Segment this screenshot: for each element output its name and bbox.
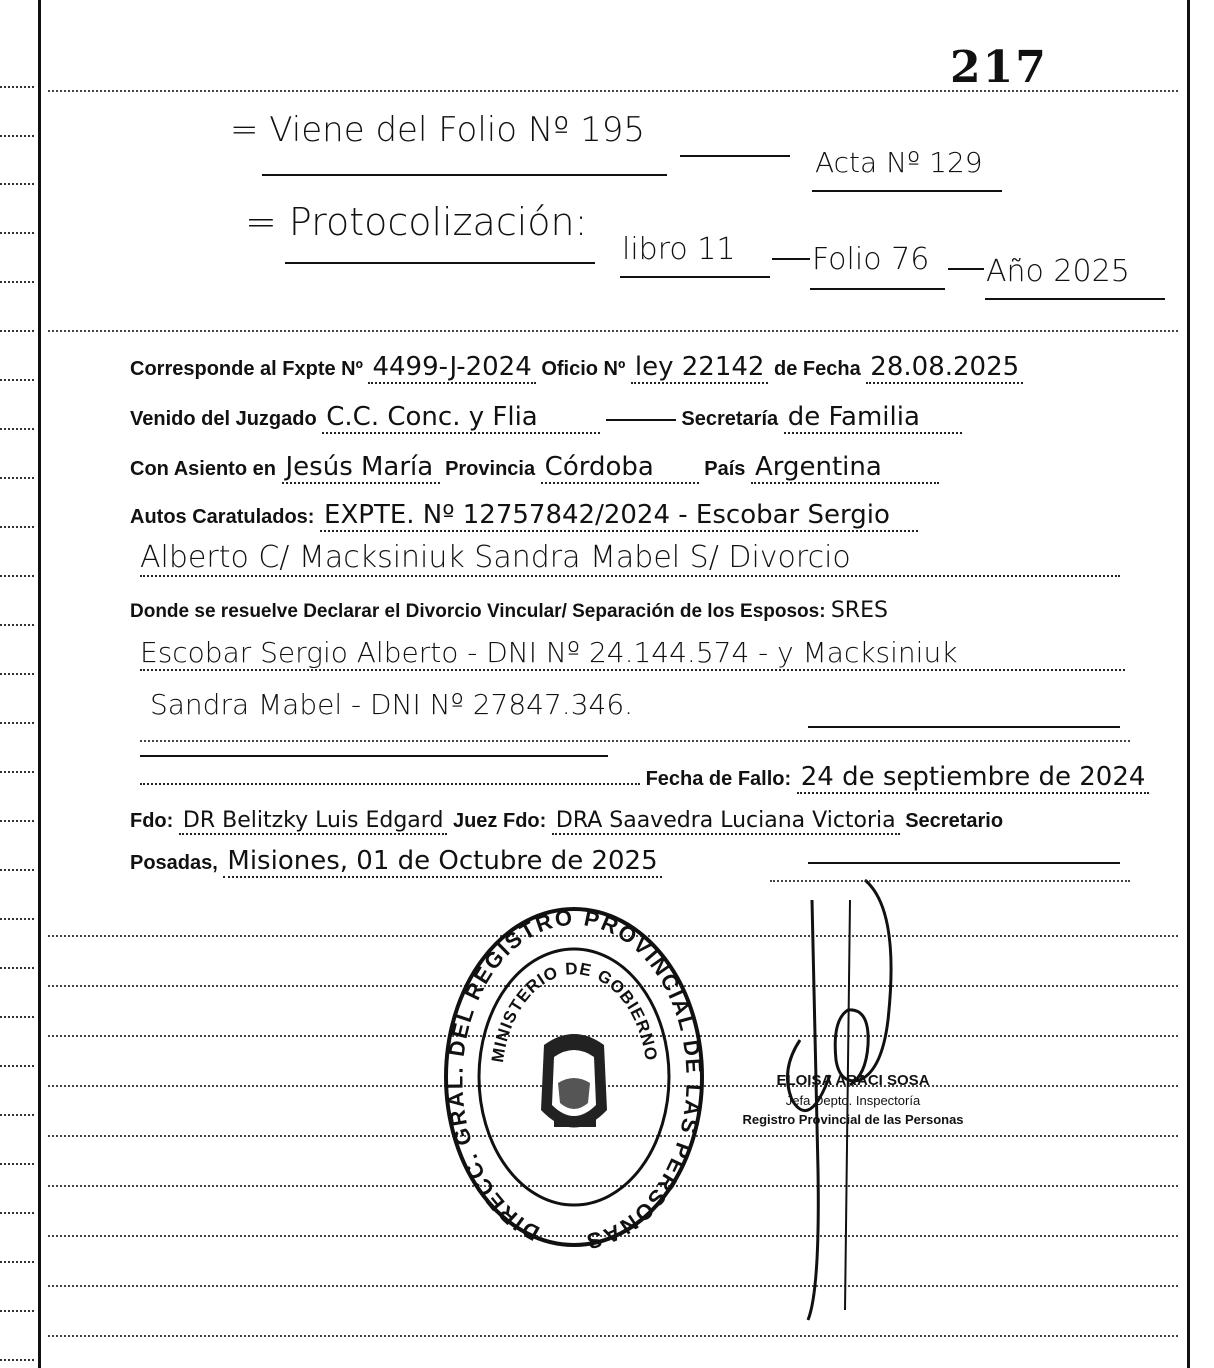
seal-inner-text: MINISTERIO DE GOBIERNO (487, 959, 661, 1064)
folio-number: 217 (950, 42, 1048, 93)
juez-label: Juez Fdo: (452, 810, 547, 832)
underline-libro (620, 276, 770, 278)
dash-2 (772, 258, 810, 260)
corresponde-label: Corresponde al Fxpte Nº (130, 358, 363, 380)
lugar-value: Misiones, 01 de Octubre de 2025 (223, 846, 661, 878)
expte-value: 4499-J-2024 (368, 352, 535, 384)
underline-protocolizacion (285, 262, 595, 264)
juzgado-dash (606, 419, 676, 421)
oficio-value: ley 22142 (631, 352, 769, 384)
esposa-dash (808, 726, 1120, 728)
row-fallo (140, 762, 1149, 794)
sres-value: SRES (830, 598, 888, 623)
oficio-label: Oficio Nº (541, 358, 626, 380)
esposa-dots (140, 740, 1130, 742)
fecha-value: 28.08.2025 (866, 352, 1023, 384)
left-margin-rule (38, 0, 41, 1368)
official-seal (442, 905, 707, 1250)
stamp-org: Registro Provincial de las Personas (742, 1112, 964, 1127)
esposo-line: Escobar Sergio Alberto - DNI Nº 24.144.574 - y Macksiniuk (140, 636, 1125, 671)
underline-viene (262, 174, 667, 176)
pais-value: Argentina (751, 452, 939, 484)
secretario-label: Secretario (905, 810, 1004, 832)
asiento-label: Con Asiento en (130, 458, 276, 480)
underline-folio (810, 288, 945, 290)
coat-of-arms-icon (541, 1034, 607, 1128)
viene-del-folio: = Viene del Folio Nº 195 (230, 110, 646, 150)
resuelve-label: Donde se resuelve Declarar el Divorcio Vincular/ Separación de los Esposos: (130, 601, 826, 622)
juez-value: DR Belitzky Luis Edgard (179, 808, 448, 835)
acta-number: Acta Nº 129 (815, 146, 983, 179)
esposa-line: Sandra Mabel - DNI Nº 27847.346. (150, 688, 634, 721)
secretaria-label: Secretaría (681, 408, 779, 430)
stamp-name: ELOISA ARACI SOSA (776, 1072, 930, 1089)
row-expediente (130, 352, 1023, 384)
seal-outer-text: DIRECC. GRAL. DEL REGISTRO PROVINCIAL DE LAS PERSONAS (442, 905, 707, 1250)
fecha-label: de Fecha (774, 358, 861, 380)
dash-3 (948, 268, 984, 270)
venido-label: Venido del Juzgado (130, 408, 317, 430)
stamp-title: Jefa Depto. Inspectoría (785, 1093, 921, 1108)
right-margin-rule (1187, 0, 1190, 1368)
autos-line-1: EXPTE. Nº 12757842/2024 - Escobar Sergio (320, 500, 918, 532)
row-juzgado (130, 402, 962, 434)
asiento-value: Jesús María (282, 452, 440, 484)
row-resuelve (130, 598, 888, 623)
folio-ref: Folio 76 (812, 242, 930, 277)
libro-number: libro 11 (622, 232, 736, 267)
row-autos (130, 500, 918, 532)
secretario-value: DRA Saavedra Luciana Victoria (552, 808, 900, 835)
provincia-label: Provincia (445, 458, 536, 480)
underline-acta (812, 190, 1002, 192)
protocolizacion-label: = Protocolización: (245, 200, 588, 244)
lugar-label: Posadas, (130, 852, 218, 874)
fecha-fallo-label: Fecha de Fallo: (645, 768, 792, 790)
secretaria-value: de Familia (784, 402, 962, 434)
row-asiento (130, 452, 939, 484)
row-firmas (130, 808, 1003, 835)
lugar-dash (808, 862, 1120, 864)
provincia-value: Córdoba (541, 452, 699, 484)
fallo-dots (140, 783, 640, 785)
dash-1 (680, 155, 790, 157)
autos-line-2: Alberto C/ Macksiniuk Sandra Mabel S/ Divorcio (140, 540, 1120, 577)
row-lugar-fecha (130, 846, 662, 878)
fecha-fallo-value: 24 de septiembre de 2024 (797, 762, 1150, 794)
fdo-label: Fdo: (130, 810, 174, 832)
blank-line-dash (140, 755, 608, 757)
autos-label: Autos Caratulados: (130, 506, 315, 528)
juzgado-value: C.C. Conc. y Flia (322, 402, 600, 434)
anio-ref: Año 2025 (986, 254, 1130, 289)
underline-anio (985, 298, 1165, 300)
pais-label: País (704, 458, 746, 480)
